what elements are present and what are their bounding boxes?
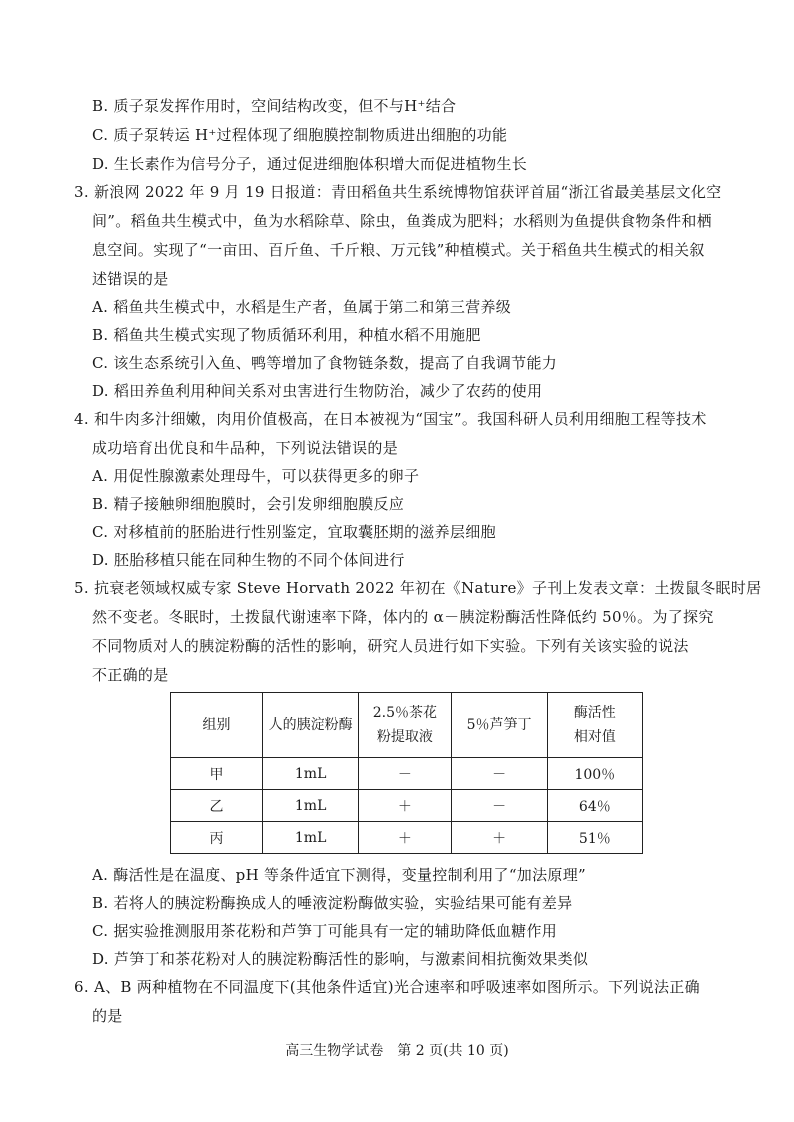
table-cell: － — [359, 758, 451, 790]
q2-option-d: D. 生长素作为信号分子，通过促进细胞体积增大而促进植物生长 — [92, 155, 528, 173]
table-cell: ＋ — [359, 822, 451, 854]
table-cell: 64％ — [547, 790, 642, 822]
q3-stem-line: 息空间。实现了“一亩田、百斤鱼、千斤粮、万元钱”种植模式。关于稻鱼共生模式的相关叙 — [92, 241, 705, 259]
q4-stem-line: 4. 和牛肉多汁细嫩，肉用价值极高，在日本被视为“国宝”。我国科研人员利用细胞工程等技术 — [74, 410, 707, 428]
q2-option-b: B. 质子泵发挥作用时，空间结构改变，但不与H⁺结合 — [92, 97, 457, 115]
q5-option-d: D. 芦笋丁和茶花粉对人的胰淀粉酶活性的影响，与激素间相抗衡效果类似 — [92, 950, 589, 968]
q5-stem-line: 然不变老。冬眠时，土拨鼠代谢速率下降，体内的 α－胰淀粉酶活性降低约 50％。为了探究 — [92, 608, 714, 626]
table-row — [171, 822, 643, 854]
q5-stem-line: 不正确的是 — [92, 666, 169, 684]
table-cell: － — [451, 758, 547, 790]
table-cell: 100％ — [547, 758, 642, 790]
table-header-row — [171, 693, 643, 758]
q5-option-a: A. 酶活性是在温度、pH 等条件适宜下测得，变量控制利用了“加法原理” — [92, 866, 586, 884]
table-cell: ＋ — [451, 822, 547, 854]
table-cell: 1mL — [263, 822, 359, 854]
q2-option-c: C. 质子泵转运 H⁺过程体现了细胞膜控制物质进出细胞的功能 — [92, 126, 508, 144]
header-asparagus: 5％芦笋丁 — [451, 693, 547, 758]
table-cell: － — [451, 790, 547, 822]
header-group: 组别 — [171, 693, 263, 758]
header-activity: 酶活性 相对值 — [547, 693, 642, 758]
q3-stem-line: 3. 新浪网 2022 年 9 月 19 日报道：青田稻鱼共生系统博物馆获评首届“浙江省最美基层文化空 — [74, 183, 722, 201]
q5-stem-line: 不同物质对人的胰淀粉酶的活性的影响，研究人员进行如下实验。下列有关该实验的说法 — [92, 637, 689, 655]
q3-option-a: A. 稻鱼共生模式中，水稻是生产者，鱼属于第二和第三营养级 — [92, 298, 512, 316]
table-cell: ＋ — [359, 790, 451, 822]
q6-stem-line: 6. A、B 两种植物在不同温度下(其他条件适宜)光合速率和呼吸速率如图所示。下列说法正确 — [74, 978, 700, 996]
q4-option-a: A. 用促性腺激素处理母牛，可以获得更多的卵子 — [92, 467, 420, 485]
table-cell: 51％ — [547, 822, 642, 854]
table-row — [171, 758, 643, 790]
table-cell: 丙 — [171, 822, 263, 854]
q4-stem-line: 成功培育出优良和牛品种，下列说法错误的是 — [92, 439, 399, 457]
q3-stem-line: 间”。稻鱼共生模式中，鱼为水稻除草、除虫，鱼粪成为肥料；水稻则为鱼提供食物条件和栖 — [92, 212, 712, 230]
q3-option-c: C. 该生态系统引入鱼、鸭等增加了食物链条数，提高了自我调节能力 — [92, 354, 558, 372]
q3-option-b: B. 稻鱼共生模式实现了物质循环利用，种植水稻不用施肥 — [92, 326, 481, 344]
header-camellia-extract: 2.5％茶花 粉提取液 — [359, 693, 451, 758]
header-enzyme: 人的胰淀粉酶 — [263, 693, 359, 758]
table-cell: 甲 — [171, 758, 263, 790]
q4-option-b: B. 精子接触卵细胞膜时，会引发卵细胞膜反应 — [92, 495, 405, 513]
q4-option-d: D. 胚胎移植只能在同种生物的不同个体间进行 — [92, 551, 405, 569]
experiment-table — [170, 692, 643, 854]
q5-option-c: C. 据实验推测服用茶花粉和芦笋丁可能具有一定的辅助降低血糖作用 — [92, 922, 558, 940]
q5-stem-line: 5. 抗衰老领域权威专家 Steve Horvath 2022 年初在《Nature》子刊上发表文章：土拨鼠冬眠时居 — [74, 579, 762, 597]
table-cell: 1mL — [263, 790, 359, 822]
q4-option-c: C. 对移植前的胚胎进行性别鉴定，宜取囊胚期的滋养层细胞 — [92, 523, 496, 541]
page-footer: 高三生物学试卷 第 2 页(共 10 页) — [285, 1043, 509, 1059]
q6-stem-line: 的是 — [92, 1007, 123, 1025]
table-cell: 乙 — [171, 790, 263, 822]
q3-stem-line: 述错误的是 — [92, 270, 169, 288]
table-row — [171, 790, 643, 822]
q3-option-d: D. 稻田养鱼利用种间关系对虫害进行生物防治，减少了农药的使用 — [92, 382, 543, 400]
q5-option-b: B. 若将人的胰淀粉酶换成人的唾液淀粉酶做实验，实验结果可能有差异 — [92, 894, 573, 912]
table-cell: 1mL — [263, 758, 359, 790]
